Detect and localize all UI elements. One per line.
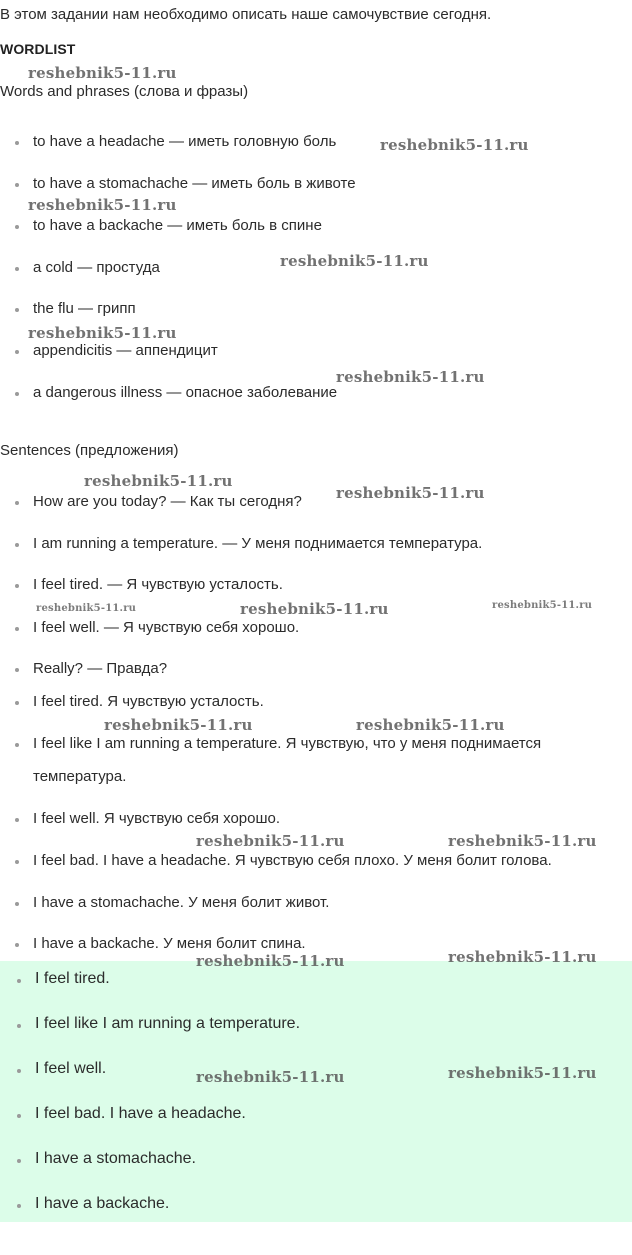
watermark: reshebnik5-11.ru [196, 832, 345, 850]
bullet-icon [15, 183, 19, 187]
watermark: reshebnik5-11.ru [380, 136, 529, 154]
watermark: reshebnik5-11.ru [84, 472, 233, 490]
bullet-icon [15, 501, 19, 505]
bullet-icon [15, 701, 19, 705]
bullet-icon [15, 943, 19, 947]
watermark: reshebnik5-11.ru [196, 1068, 345, 1086]
bullet-icon [17, 1069, 21, 1073]
bullet-icon [15, 627, 19, 631]
bullet-icon [15, 543, 19, 547]
bullet-icon [15, 225, 19, 229]
watermark: reshebnik5-11.ru [280, 252, 429, 270]
intro-text: В этом задании нам необходимо описать наше самочувствие сегодня. [0, 6, 492, 23]
watermark: reshebnik5-11.ru [28, 64, 177, 82]
watermark: reshebnik5-11.ru [448, 832, 597, 850]
bullet-icon [15, 308, 19, 312]
watermark: reshebnik5-11.ru [492, 600, 593, 611]
watermark: reshebnik5-11.ru [28, 196, 177, 214]
sentences-section-heading: Sentences (предложения) [0, 442, 179, 459]
bullet-icon [15, 267, 19, 271]
bullet-icon [15, 350, 19, 354]
watermark: reshebnik5-11.ru [448, 1064, 597, 1082]
watermark: reshebnik5-11.ru [336, 484, 485, 502]
watermark: reshebnik5-11.ru [356, 716, 505, 734]
bullet-icon [17, 979, 21, 983]
answer-box: I feel tired. I feel like I am running a temperature. I feel well. I feel bad. I have a headache. I have a stomachache. I have a backache. [0, 961, 632, 1222]
watermark: reshebnik5-11.ru [196, 952, 345, 970]
bullet-icon [17, 1024, 21, 1028]
bullet-icon [15, 902, 19, 906]
bullet-icon [17, 1204, 21, 1208]
wordlist-heading: WORDLIST [0, 41, 76, 57]
watermark: reshebnik5-11.ru [104, 716, 253, 734]
bullet-icon [15, 392, 19, 396]
bullet-icon [17, 1114, 21, 1118]
bullet-icon [15, 584, 19, 588]
bullet-icon [17, 1159, 21, 1163]
watermark: reshebnik5-11.ru [448, 948, 597, 966]
bullet-icon [15, 668, 19, 672]
words-section-heading: Words and phrases (слова и фразы) [0, 83, 249, 100]
bullet-icon [15, 141, 19, 145]
bullet-icon [15, 818, 19, 822]
watermark: reshebnik5-11.ru [28, 324, 177, 342]
watermark: reshebnik5-11.ru [36, 603, 137, 614]
watermark: reshebnik5-11.ru [240, 600, 389, 618]
watermark: reshebnik5-11.ru [336, 368, 485, 386]
bullet-icon [15, 860, 19, 864]
bullet-icon [15, 743, 19, 747]
